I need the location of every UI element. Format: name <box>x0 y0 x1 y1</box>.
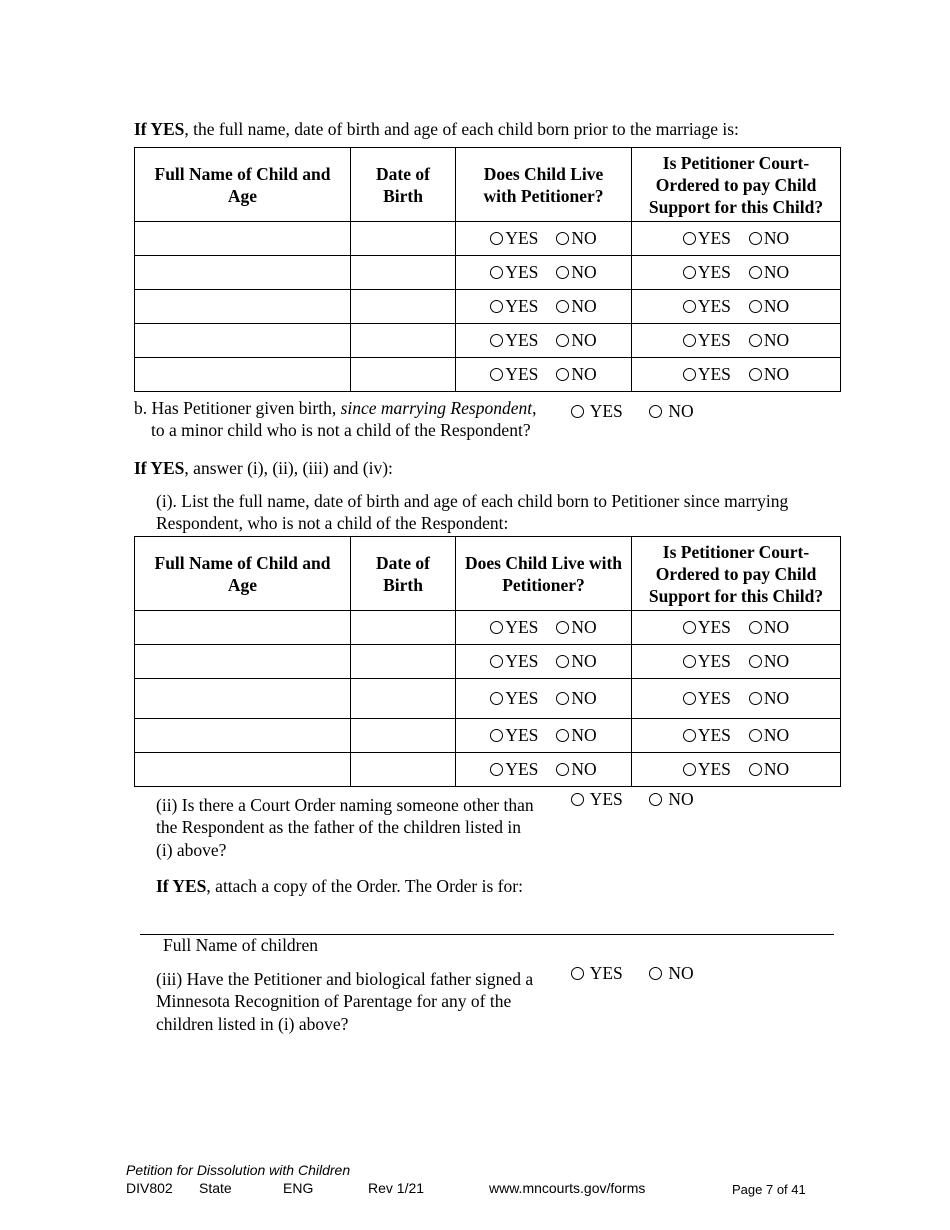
yes-radio[interactable]: YES <box>490 617 538 638</box>
dob-cell[interactable] <box>351 679 456 719</box>
name-cell[interactable] <box>135 358 351 392</box>
dob-cell[interactable] <box>351 290 456 324</box>
item-ii-no[interactable]: NO <box>649 788 694 810</box>
support-cell <box>632 256 841 290</box>
support-cell <box>632 719 841 753</box>
children-since-marriage-table <box>134 536 841 787</box>
yes-radio[interactable]: YES <box>683 617 731 638</box>
no-radio[interactable]: NO <box>749 330 789 351</box>
yes-radio[interactable]: YES <box>683 759 731 780</box>
header-lives-with: Does Child Live with Petitioner? <box>456 537 632 611</box>
table-row <box>135 719 841 753</box>
no-radio[interactable]: NO <box>556 651 596 672</box>
table-row <box>135 222 841 256</box>
header-full-name: Full Name of Child and Age <box>135 537 351 611</box>
item-i-line1: (i). List the full name, date of birth and age of each child born to Petitioner since marrying <box>156 491 789 511</box>
full-name-children-label: Full Name of children <box>163 935 319 955</box>
question-b-line1: b. Has Petitioner given birth, since marrying Respondent, <box>134 398 537 418</box>
name-cell[interactable] <box>135 679 351 719</box>
item-ii-line2: the Respondent as the father of the children listed in <box>156 817 521 837</box>
table-header-row <box>135 537 841 611</box>
name-cell[interactable] <box>135 753 351 787</box>
intro-text <box>134 118 739 140</box>
no-radio[interactable]: NO <box>556 759 596 780</box>
table-row <box>135 290 841 324</box>
dob-cell[interactable] <box>351 753 456 787</box>
no-radio[interactable]: NO <box>749 688 789 709</box>
header-date-of-birth: Date of Birth <box>351 148 456 222</box>
support-cell <box>632 358 841 392</box>
lives-with-cell <box>456 290 632 324</box>
no-radio[interactable]: NO <box>749 296 789 317</box>
yes-radio[interactable]: YES <box>490 364 538 385</box>
item-iii-yes[interactable]: YES <box>571 962 623 984</box>
yes-radio[interactable]: YES <box>683 651 731 672</box>
lives-with-cell <box>456 719 632 753</box>
table-header-row <box>135 148 841 222</box>
yes-radio[interactable]: YES <box>490 296 538 317</box>
no-radio[interactable]: NO <box>749 364 789 385</box>
name-cell[interactable] <box>135 256 351 290</box>
question-b-line2: to a minor child who is not a child of the Respondent? <box>151 420 531 440</box>
question-b-yes[interactable]: YES <box>571 400 623 422</box>
item-iii-no[interactable]: NO <box>649 962 694 984</box>
table-row <box>135 256 841 290</box>
dob-cell[interactable] <box>351 611 456 645</box>
footer-url[interactable]: www.mncourts.gov/forms <box>489 1180 646 1196</box>
no-radio[interactable]: NO <box>556 364 596 385</box>
dob-cell[interactable] <box>351 256 456 290</box>
name-cell[interactable] <box>135 719 351 753</box>
footer-rev: Rev 1/21 <box>368 1180 425 1196</box>
question-b-no[interactable]: NO <box>649 400 694 422</box>
yes-radio[interactable]: YES <box>683 262 731 283</box>
yes-radio[interactable]: YES <box>683 364 731 385</box>
footer-page: Page 7 of 41 <box>732 1182 806 1197</box>
support-cell <box>632 611 841 645</box>
support-cell <box>632 290 841 324</box>
no-radio[interactable]: NO <box>556 688 596 709</box>
table-row <box>135 324 841 358</box>
lives-with-cell <box>456 679 632 719</box>
name-cell[interactable] <box>135 222 351 256</box>
item-iii-line3: children listed in (i) above? <box>156 1014 349 1034</box>
lives-with-cell <box>456 222 632 256</box>
lives-with-cell <box>456 645 632 679</box>
item-ii-yes[interactable]: YES <box>571 788 623 810</box>
yes-radio[interactable]: YES <box>490 228 538 249</box>
header-child-support: Is Petitioner Court-Ordered to pay Child Support for this Child? <box>632 148 841 222</box>
table-row <box>135 679 841 719</box>
intro-rest: , the full name, date of birth and age of each child born prior to the marriage is: <box>184 119 739 139</box>
no-radio[interactable]: NO <box>749 759 789 780</box>
lives-with-cell <box>456 611 632 645</box>
no-radio[interactable]: NO <box>556 617 596 638</box>
yes-radio[interactable]: YES <box>683 296 731 317</box>
header-child-support: Is Petitioner Court-Ordered to pay Child Support for this Child? <box>632 537 841 611</box>
item-iii-line2: Minnesota Recognition of Parentage for any of the <box>156 991 512 1011</box>
lives-with-cell <box>456 324 632 358</box>
yes-radio[interactable]: YES <box>683 725 731 746</box>
name-cell[interactable] <box>135 290 351 324</box>
header-date-of-birth: Date of Birth <box>351 537 456 611</box>
no-radio[interactable]: NO <box>749 262 789 283</box>
table-row <box>135 753 841 787</box>
support-cell <box>632 679 841 719</box>
footer-lang: ENG <box>283 1180 314 1196</box>
yes-radio[interactable]: YES <box>490 688 538 709</box>
yes-radio[interactable]: YES <box>490 330 538 351</box>
item-iii-line1: (iii) Have the Petitioner and biological father signed a <box>156 969 534 989</box>
lives-with-cell <box>456 358 632 392</box>
dob-cell[interactable] <box>351 719 456 753</box>
support-cell <box>632 324 841 358</box>
yes-radio[interactable]: YES <box>490 651 538 672</box>
name-cell[interactable] <box>135 611 351 645</box>
item-ii-line1: (ii) Is there a Court Order naming someone other than <box>156 795 534 815</box>
no-radio[interactable]: NO <box>556 296 596 317</box>
yes-radio[interactable]: YES <box>490 262 538 283</box>
lives-with-cell <box>456 753 632 787</box>
no-radio[interactable]: NO <box>749 228 789 249</box>
children-prior-table <box>134 147 841 392</box>
header-full-name: Full Name of Child and Age <box>135 148 351 222</box>
yes-radio[interactable]: YES <box>683 688 731 709</box>
support-cell <box>632 222 841 256</box>
intro-bold: If YES <box>134 119 185 139</box>
item-i-line2: Respondent, who is not a child of the Respondent: <box>156 513 509 533</box>
yes-radio[interactable]: YES <box>490 725 538 746</box>
footer-state: State <box>199 1180 232 1196</box>
no-radio[interactable]: NO <box>749 617 789 638</box>
item-ii-line3: (i) above? <box>156 840 227 860</box>
table-row <box>135 611 841 645</box>
table-row <box>135 645 841 679</box>
header-lives-with: Does Child Live with Petitioner? <box>456 148 632 222</box>
no-radio[interactable]: NO <box>749 725 789 746</box>
no-radio[interactable]: NO <box>556 262 596 283</box>
no-radio[interactable]: NO <box>556 725 596 746</box>
yes-radio[interactable]: YES <box>490 759 538 780</box>
name-cell[interactable] <box>135 645 351 679</box>
footer-title: Petition for Dissolution with Children <box>126 1162 351 1178</box>
support-cell <box>632 753 841 787</box>
dob-cell[interactable] <box>351 358 456 392</box>
if-yes-answer-text: If YES, answer (i), (ii), (iii) and (iv): <box>134 458 393 478</box>
no-radio[interactable]: NO <box>556 228 596 249</box>
footer-code: DIV802 <box>126 1180 173 1196</box>
dob-cell[interactable] <box>351 222 456 256</box>
name-cell[interactable] <box>135 324 351 358</box>
dob-cell[interactable] <box>351 645 456 679</box>
no-radio[interactable]: NO <box>749 651 789 672</box>
yes-radio[interactable]: YES <box>683 228 731 249</box>
table-row <box>135 358 841 392</box>
support-cell <box>632 645 841 679</box>
lives-with-cell <box>456 256 632 290</box>
yes-radio[interactable]: YES <box>683 330 731 351</box>
no-radio[interactable]: NO <box>556 330 596 351</box>
question-b-italic: since marrying Respondent <box>340 398 533 418</box>
dob-cell[interactable] <box>351 324 456 358</box>
if-yes-attach-text: If YES, attach a copy of the Order. The Order is for: <box>156 876 523 896</box>
